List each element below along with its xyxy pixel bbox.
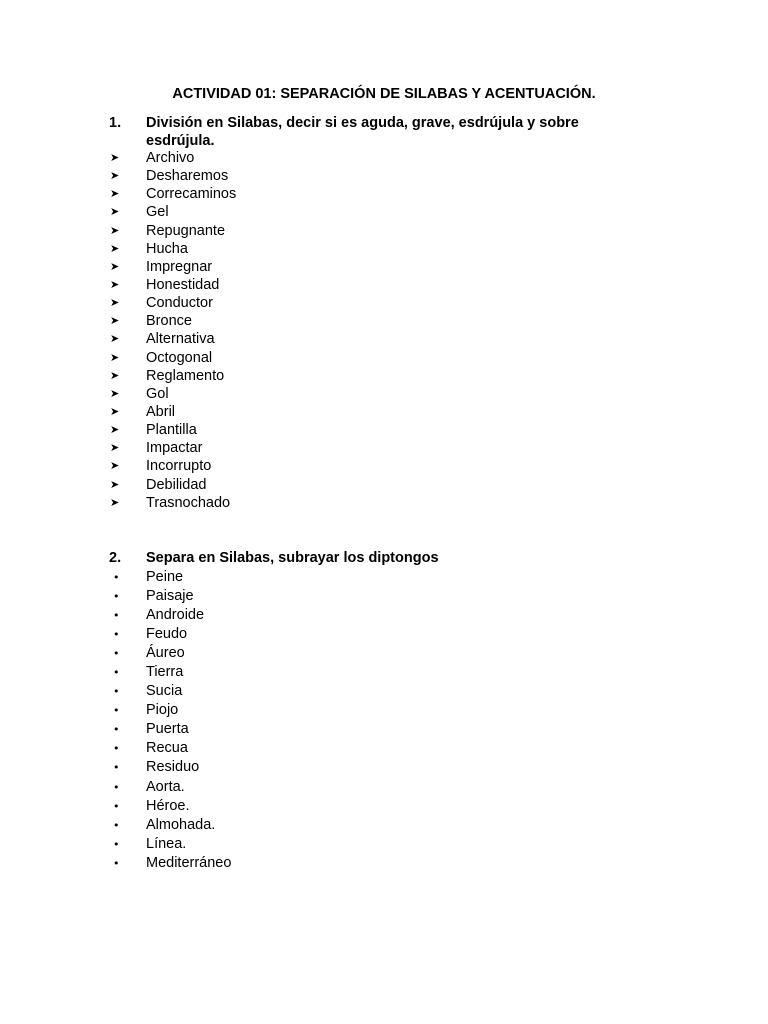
list-item-label: Recua [146, 740, 188, 757]
list-item-label: Bronce [146, 313, 192, 330]
list-item-label: Feudo [146, 626, 188, 643]
section-2-heading [109, 549, 626, 567]
list-item-label: Reglamento [146, 367, 225, 384]
list-item [0, 294, 768, 312]
list-item [0, 606, 768, 625]
list-item-label: Paisaje [146, 588, 194, 605]
list-item [0, 349, 768, 367]
round-bullet-icon: • [113, 799, 120, 813]
list-item-label: Correcaminos [146, 186, 237, 203]
section-1-heading-text: División en Silabas, decir si es aguda, grave, esdrújula y sobre esdrújula. [146, 115, 579, 150]
list-item-label: Desharemos [146, 168, 229, 185]
arrowhead-bullet-icon: ➤ [110, 404, 120, 418]
arrowhead-bullet-icon: ➤ [110, 151, 120, 164]
list-item-label: Aorta. [146, 778, 185, 795]
round-bullet-icon: • [113, 704, 120, 718]
list-item [0, 185, 768, 203]
list-item [0, 644, 768, 663]
list-item [0, 816, 768, 835]
list-item [0, 367, 768, 385]
arrowhead-bullet-icon: ➤ [110, 495, 120, 509]
section-1-number: 1. [109, 115, 122, 131]
list-item [0, 778, 768, 797]
list-item-label: Gol [146, 385, 169, 402]
arrowhead-bullet-icon: ➤ [110, 187, 120, 201]
list-item [0, 476, 768, 494]
arrowhead-bullet-icon: ➤ [110, 314, 120, 328]
list-item [0, 797, 768, 816]
list-item [0, 854, 768, 873]
arrowhead-bullet-icon: ➤ [110, 259, 120, 273]
arrowhead-bullet-icon: ➤ [110, 169, 120, 183]
arrowhead-bullet-icon: ➤ [110, 477, 120, 491]
list-item-label: Conductor [146, 295, 213, 312]
round-bullet-icon: • [113, 723, 120, 737]
list-item-label: Honestidad [146, 276, 220, 293]
arrowhead-bullet-icon: ➤ [110, 423, 120, 437]
list-item-label: Áureo [146, 645, 185, 662]
list-item-label: Trasnochado [146, 494, 231, 511]
list-item [0, 682, 768, 701]
list-item-label: Octogonal [146, 349, 213, 366]
list-item [0, 403, 768, 421]
round-bullet-icon: • [113, 837, 120, 851]
arrowhead-bullet-icon: ➤ [110, 296, 120, 310]
list-item-label: Puerta [146, 721, 189, 738]
list-item-label: Tierra [146, 664, 184, 681]
round-bullet-icon: • [113, 685, 120, 699]
list-item [0, 385, 768, 403]
arrowhead-bullet-icon: ➤ [110, 386, 120, 400]
round-bullet-icon: • [113, 742, 120, 756]
list-item [0, 203, 768, 221]
list-item [0, 312, 768, 330]
round-bullet-icon: • [113, 628, 120, 642]
arrowhead-bullet-icon: ➤ [110, 332, 120, 346]
list-item [0, 258, 768, 276]
list-item [0, 330, 768, 348]
round-bullet-icon: • [113, 818, 120, 832]
list-item-label: Repugnante [146, 222, 226, 239]
arrowhead-bullet-icon: ➤ [110, 205, 120, 219]
list-item [0, 149, 768, 167]
round-bullet-icon: • [113, 609, 120, 623]
list-item [0, 494, 768, 512]
list-item-label: Héroe. [146, 797, 190, 814]
list-item [0, 568, 768, 587]
list-item-label: Incorrupto [146, 458, 212, 475]
list-item-label: Mediterráneo [146, 854, 232, 871]
list-item-label: Archivo [146, 150, 195, 166]
list-item-label: Almohada. [146, 816, 216, 833]
document-title: ACTIVIDAD 01: SEPARACIÓN DE SILABAS Y ACENTUACIÓN. [172, 86, 596, 102]
section-1-heading [109, 114, 626, 150]
list-item [0, 240, 768, 258]
list-item-label: Impregnar [146, 258, 213, 275]
arrowhead-bullet-icon: ➤ [110, 459, 120, 473]
list-item [0, 421, 768, 439]
list-item-label: Residuo [146, 759, 200, 776]
list-item-label: Peine [146, 569, 184, 585]
round-bullet-icon: • [113, 780, 120, 794]
list-item [0, 739, 768, 758]
round-bullet-icon: • [113, 647, 120, 661]
arrowhead-bullet-icon: ➤ [110, 223, 120, 237]
list-item-label: Abril [146, 403, 176, 420]
list-item-label: Impactar [146, 440, 203, 457]
list-item [0, 587, 768, 606]
list-item-label: Hucha [146, 240, 188, 257]
list-item-label: Línea. [146, 835, 187, 852]
round-bullet-icon: • [113, 666, 120, 680]
list-item-label: Sucia [146, 683, 183, 700]
section-2-number: 2. [109, 550, 122, 566]
list-item [0, 663, 768, 682]
arrowhead-bullet-icon: ➤ [110, 350, 120, 364]
list-item-label: Gel [146, 204, 169, 221]
round-bullet-icon: • [113, 761, 120, 775]
list-item [0, 276, 768, 294]
arrowhead-bullet-icon: ➤ [110, 277, 120, 291]
list-item-label: Piojo [146, 702, 179, 719]
round-bullet-icon: • [113, 590, 120, 604]
list-item [0, 720, 768, 739]
section-2-heading-text: Separa en Silabas, subrayar los diptongos [146, 550, 439, 566]
arrowhead-bullet-icon: ➤ [110, 441, 120, 455]
list-item [0, 835, 768, 854]
list-item [0, 222, 768, 240]
round-bullet-icon: • [113, 571, 120, 584]
list-item-label: Androide [146, 607, 205, 624]
arrowhead-bullet-icon: ➤ [110, 368, 120, 382]
list-item-label: Alternativa [146, 331, 215, 348]
list-item [0, 457, 768, 475]
list-item [0, 167, 768, 185]
list-item-label: Plantilla [146, 422, 197, 439]
list-item-label: Debilidad [146, 476, 207, 493]
list-item [0, 439, 768, 457]
section-1-word-list [0, 149, 768, 512]
arrowhead-bullet-icon: ➤ [110, 241, 120, 255]
section-2-word-list [0, 568, 768, 873]
list-item [0, 758, 768, 777]
round-bullet-icon: • [113, 856, 120, 870]
list-item [0, 625, 768, 644]
list-item [0, 701, 768, 720]
